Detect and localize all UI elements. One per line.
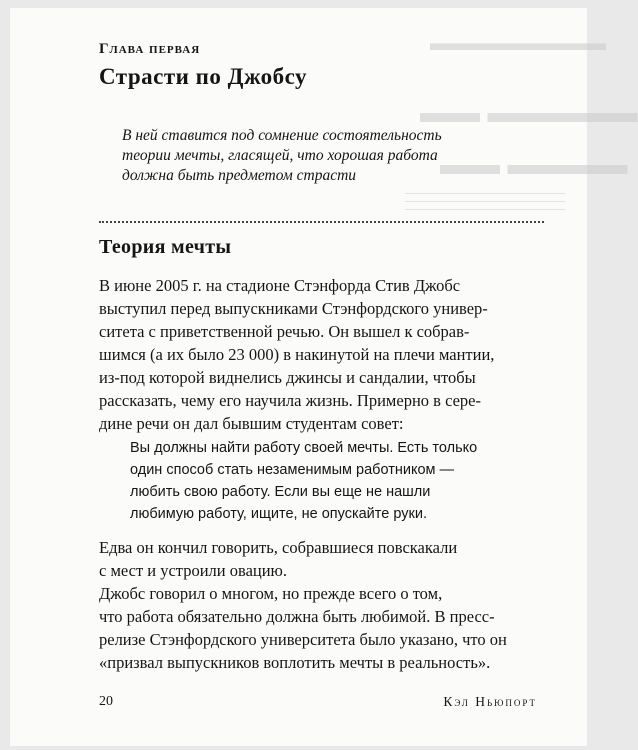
body-paragraph: Едва он кончил говорить, собравшиеся повскакали с мест и устроили овацию. xyxy=(99,538,458,580)
show-through-text: ▬▬▬▬▬▬▬▬ xyxy=(430,30,606,55)
running-footer-author: Кэл Ньюпорт xyxy=(443,694,537,709)
page-number: 20 xyxy=(99,694,113,709)
show-through-text: ▬▬ ▬▬▬▬ xyxy=(440,148,628,181)
section-heading: Теория мечты xyxy=(99,236,232,258)
chapter-epigraph: В ней ставится под сомнение состоятельность теории мечты, гласящей, что хорошая работа должна быть предметом страсти xyxy=(122,127,442,184)
chapter-title: Страсти по Джобсу xyxy=(99,64,308,89)
block-quote: Вы должны найти работу своей мечты. Есть только один способ стать незаменимым работником — любить свою работу. Если вы еще не нашли любимую работу, ищите, не опускайте руки. xyxy=(130,440,478,522)
show-through-text: ▬▬ ▬▬▬▬▬ xyxy=(420,96,638,129)
body-paragraph: Джобс говорил о многом, но прежде всего о том, что работа обязательно должна быть любимой. В пресс- релизе Стэнфордского университета было указано, что он «призвал выпускников воплотить мечты в реальность». xyxy=(99,584,507,672)
chapter-label: Глава первая xyxy=(99,41,201,57)
dotted-divider xyxy=(99,221,544,223)
body-paragraph: В июне 2005 г. на стадионе Стэнфорда Стив Джобс выступил перед выпускниками Стэнфордского универ- ситета с приветственной речью. Он вышел к собрав- шимся (а их было 23 000) в накинутой на плечи мантии, из-под которой виднелись джинсы и сандалии, чтобы рассказать, чему его научила жизнь. Примерно в сере- дине речи он дал бывшим студентам совет: xyxy=(99,276,495,433)
book-page xyxy=(10,8,638,746)
show-through-lines xyxy=(405,193,565,217)
